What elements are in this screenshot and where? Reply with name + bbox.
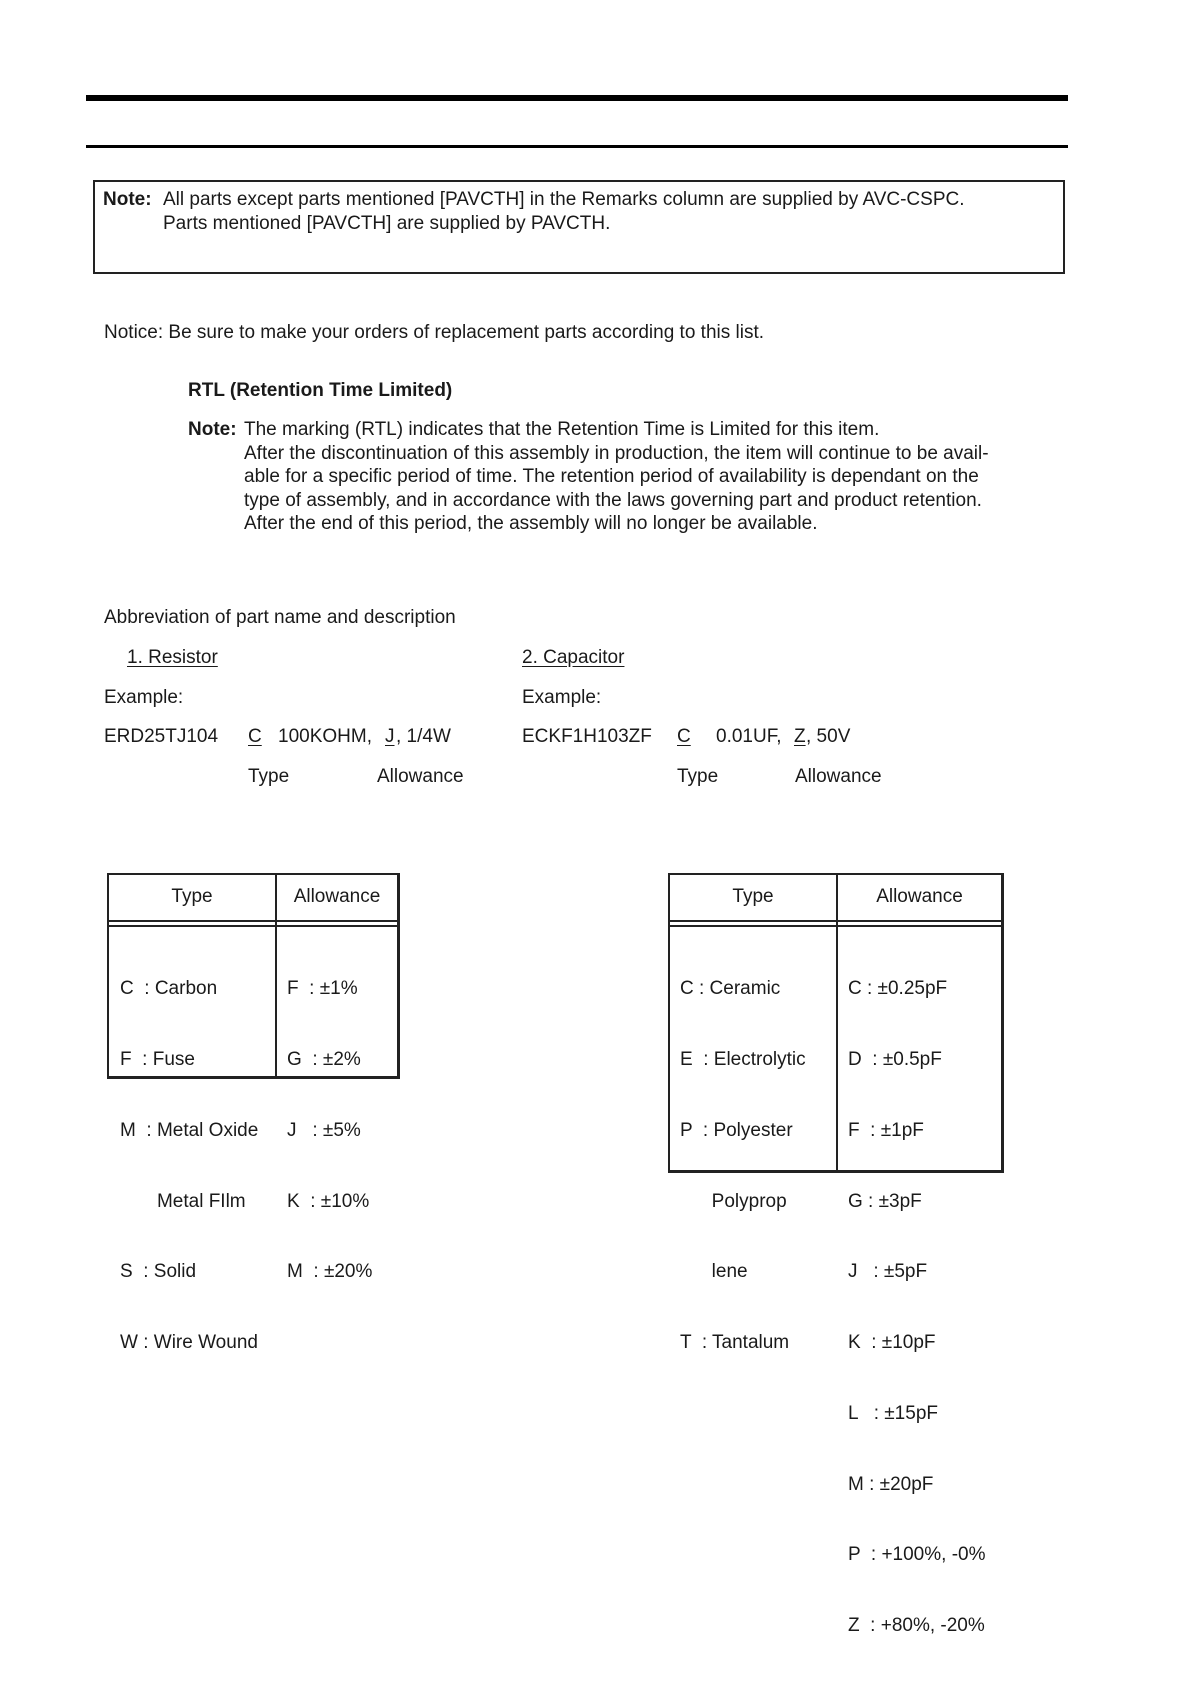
resistor-table-header-type: Type (171, 886, 213, 907)
list-item: P : +100%, -0% (848, 1544, 986, 1566)
list-item: C : Ceramic (680, 978, 781, 1000)
table-divider (109, 925, 397, 927)
resistor-table-header-allowance: Allowance (293, 886, 381, 907)
resistor-type-caption: Type (248, 766, 290, 787)
capacitor-value: 0.01UF, (716, 726, 782, 747)
capacitor-table-header-allowance: Allowance (876, 886, 963, 907)
list-item: E : Electrolytic (680, 1048, 806, 1070)
list-item: M : Metal Oxide (120, 1119, 259, 1141)
table-divider (670, 925, 1001, 927)
note-box-label: Note: (103, 189, 152, 210)
capacitor-allowance-caption: Allowance (795, 766, 882, 787)
list-item: C : Carbon (120, 978, 218, 1000)
capacitor-table-header-type: Type (732, 886, 774, 907)
rtl-line: After the discontinuation of this assembly in production, the item will continue to be avail- (244, 442, 989, 464)
list-item: G : ±3pF (848, 1190, 922, 1212)
list-item: S : Solid (120, 1261, 197, 1283)
capacitor-legend-table (668, 873, 1004, 1637)
list-item: F : ±1pF (848, 1119, 924, 1141)
rtl-line: type of assembly, and in accordance with the laws governing part and product retention. (244, 489, 982, 511)
table-divider (670, 920, 1001, 922)
list-item: M : ±20pF (848, 1473, 934, 1495)
list-item: K : ±10pF (848, 1332, 936, 1354)
resistor-rating: , 1/4W (396, 726, 451, 747)
list-item: F : ±1% (287, 978, 358, 1000)
resistor-legend-table (107, 873, 400, 1354)
capacitor-allowance-code: Z (794, 726, 806, 747)
capacitor-rating: , 50V (806, 726, 851, 747)
resistor-value: 100KOHM, (278, 726, 372, 747)
notice-text: Notice: Be sure to make your orders of replacement parts according to this list. (104, 322, 765, 343)
capacitor-type-caption: Type (677, 766, 719, 787)
resistor-allowance-code: J (385, 726, 395, 747)
list-item: M : ±20% (287, 1261, 373, 1283)
resistor-allowance-caption: Allowance (377, 766, 464, 787)
table-divider (109, 920, 397, 922)
list-item: Z : +80%, -20% (848, 1615, 985, 1637)
rtl-line: able for a specific period of time. The retention period of availability is dependant on the (244, 466, 979, 488)
list-item: L : ±15pF (848, 1402, 938, 1424)
list-item: J : ±5pF (848, 1261, 928, 1283)
list-item: J : ±5% (287, 1119, 361, 1141)
header-rule-thick (86, 95, 1068, 101)
rtl-paragraph (244, 418, 1024, 536)
capacitor-part-number: ECKF1H103ZF (522, 726, 652, 747)
capacitor-example-label: Example: (522, 687, 602, 708)
capacitor-allowance-list (848, 930, 985, 1685)
rtl-note-label: Note: (188, 419, 237, 440)
note-box-line-1: All parts except parts mentioned [PAVCTH] in the Remarks column are supplied by AVC-CSPC. (163, 189, 965, 210)
note-box-line-2: Parts mentioned [PAVCTH] are supplied by PAVCTH. (163, 213, 611, 234)
rtl-title: RTL (Retention Time Limited) (188, 380, 453, 401)
list-item: G : ±2% (287, 1048, 361, 1070)
resistor-part-number: ERD25TJ104 (104, 726, 219, 747)
list-item: K : ±10% (287, 1190, 370, 1212)
capacitor-heading: 2. Capacitor (522, 647, 625, 668)
resistor-allowance-list (287, 930, 372, 1331)
list-item: W : Wire Wound (120, 1332, 258, 1354)
resistor-example-label: Example: (104, 687, 184, 708)
resistor-type-list (120, 930, 258, 1402)
list-item: D : ±0.5pF (848, 1048, 942, 1070)
capacitor-type-list (680, 930, 806, 1402)
list-item: C : ±0.25pF (848, 978, 948, 1000)
header-rule-thin (86, 145, 1068, 148)
list-item: Metal FIlm (120, 1190, 246, 1212)
resistor-type-code: C (248, 726, 262, 747)
list-item: lene (680, 1261, 748, 1283)
rtl-line: After the end of this period, the assembly will no longer be available. (244, 513, 818, 535)
list-item: Polyprop (680, 1190, 787, 1212)
capacitor-type-code: C (677, 726, 691, 747)
list-item: F : Fuse (120, 1048, 195, 1070)
rtl-line: The marking (RTL) indicates that the Retention Time is Limited for this item. (244, 419, 880, 440)
abbreviation-title: Abbreviation of part name and description (104, 607, 456, 628)
resistor-heading: 1. Resistor (127, 647, 218, 668)
list-item: P : Polyester (680, 1119, 793, 1141)
list-item: T : Tantalum (680, 1332, 790, 1354)
